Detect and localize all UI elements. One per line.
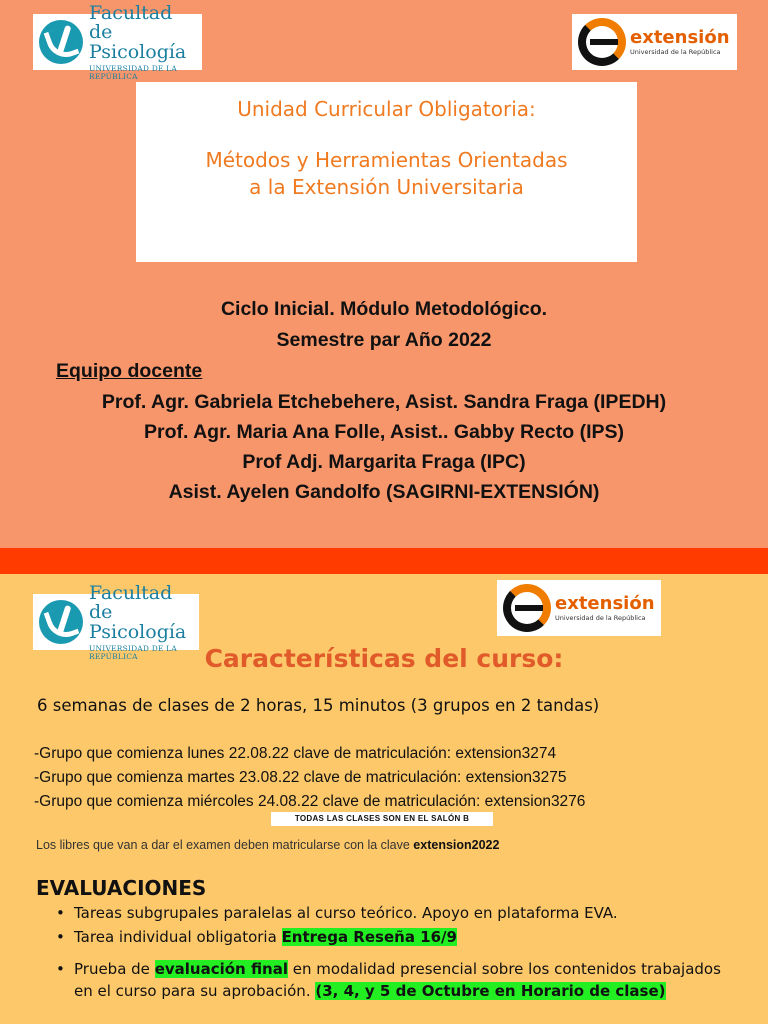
- logo-line2: Psicología: [89, 41, 187, 63]
- extension-logo-icon: [503, 584, 551, 632]
- extension-logo-name: extensión: [630, 26, 730, 48]
- extension-logo-sub: Universidad de la República: [555, 613, 646, 622]
- salon-banner: TODAS LAS CLASES SON EN EL SALÓN B: [271, 812, 493, 826]
- extension-logo-2: [497, 580, 661, 636]
- extension-logo-icon: [578, 18, 626, 66]
- logo-line1: Facultad de: [89, 582, 173, 623]
- extension-logo: [572, 14, 737, 70]
- title-line-3: a la Extensión Universitaria: [249, 175, 524, 199]
- title-line-1: Unidad Curricular Obligatoria:: [237, 97, 536, 121]
- group-monday: -Grupo que comienza lunes 22.08.22 clave de matriculación: extension3274: [34, 745, 557, 762]
- bullet-1-text: Tareas subgrupales paralelas al curso teórico. Apoyo en plataforma EVA.: [74, 904, 618, 922]
- extension-logo-sub: Universidad de la República: [630, 47, 721, 56]
- libres-sentence: Los libres que van a dar el examen deben matricularse con la clave: [36, 838, 414, 852]
- logo-line3: UNIVERSIDAD DE LA REPÚBLICA: [89, 64, 177, 81]
- logo-line2: Psicología: [89, 621, 187, 643]
- team-member-1: Prof. Agr. Gabriela Etchebehere, Asist. Sandra Fraga (IPEDH): [101, 391, 667, 413]
- psicologia-logo-icon: [39, 20, 83, 64]
- bullet-1: [56, 904, 618, 922]
- title-box: [136, 82, 637, 262]
- team-member-2: Prof. Agr. Maria Ana Folle, Asist.. Gabby Recto (IPS): [143, 421, 624, 443]
- extension-logo-name: extensión: [555, 592, 655, 614]
- group-tuesday: -Grupo que comienza martes 23.08.22 clave de matriculación: extension3275: [34, 769, 567, 786]
- title-line-2: Métodos y Herramientas Orientadas: [205, 148, 568, 172]
- logo-line1: Facultad de: [89, 2, 173, 43]
- bullet-2-highlight: Entrega Reseña 16/9: [281, 928, 457, 946]
- team-member-4: Asist. Ayelen Gandolfo (SAGIRNI-EXTENSIÓN): [168, 481, 600, 503]
- libres-text: [36, 838, 499, 852]
- weeks-text: 6 semanas de clases de 2 horas, 15 minutos (3 grupos en 2 tandas): [37, 696, 600, 715]
- cycle-text: Ciclo Inicial. Módulo Metodológico.: [220, 298, 548, 320]
- course-heading: Características del curso:: [204, 644, 564, 673]
- bullet-2: [56, 928, 457, 946]
- group-wednesday: -Grupo que comienza miércoles 24.08.22 clave de matriculación: extension3276: [34, 793, 586, 810]
- team-heading: Equipo docente: [56, 360, 203, 382]
- psicologia-logo: [33, 2, 202, 81]
- logo-line3: UNIVERSIDAD DE LA REPÚBLICA: [89, 644, 177, 661]
- psicologia-logo-icon: [39, 600, 83, 644]
- bullet-3-mid: en modalidad presencial sobre los contenidos trabajados en el curso para su aprobación.: [74, 960, 721, 1000]
- bullet-3: [56, 958, 736, 1002]
- team-member-3: Prof Adj. Margarita Fraga (IPC): [242, 451, 526, 473]
- bullet-3-highlight-1: evaluación final: [154, 960, 289, 978]
- libres-key: extension2022: [413, 838, 500, 852]
- evaluaciones-heading: EVALUACIONES: [36, 876, 207, 900]
- semester-text: Semestre par Año 2022: [276, 329, 492, 351]
- bullet-3-pre: Prueba de: [74, 960, 155, 978]
- psicologia-logo-2: [33, 582, 199, 661]
- bullet-3-highlight-2: (3, 4, y 5 de Octubre en Horario de clase): [315, 982, 666, 1000]
- bullet-2-text: Tarea individual obligatoria: [74, 928, 282, 946]
- slide-divider: [0, 548, 768, 574]
